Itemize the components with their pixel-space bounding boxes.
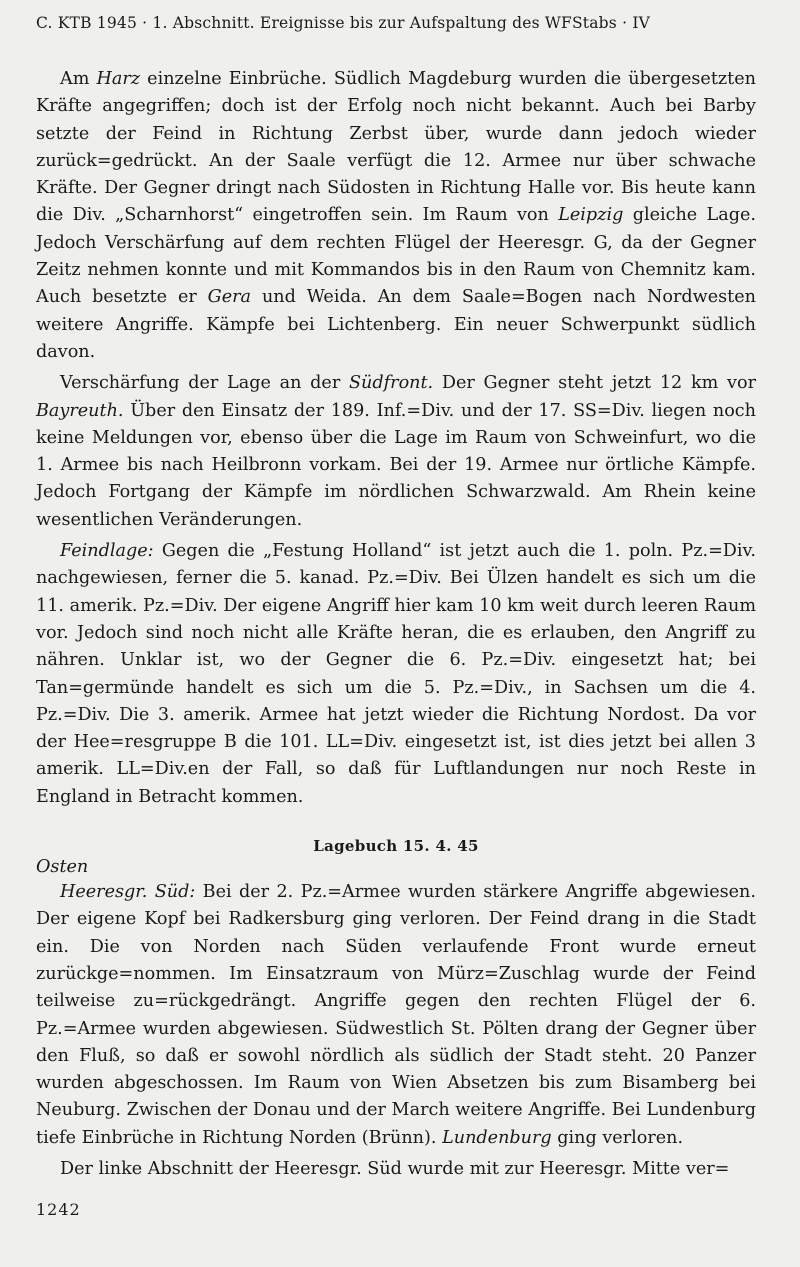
paragraph <box>36 370 756 534</box>
text-run: Der Gegner steht jetzt 12 km vor <box>433 373 756 394</box>
region-label: Osten <box>36 857 89 878</box>
text-run: Der linke Abschnitt der Heeresgr. Süd wurde mit zur Heeresgr. Mitte ver= <box>60 1158 730 1179</box>
italic-run: Bayreuth. <box>36 400 124 421</box>
italic-run: Feindlage: <box>60 541 154 562</box>
text-run: einzelne Einbrüche. Südlich Magdeburg wurden die übergesetzten Kräfte angegriffen; doch ist der Erfolg noch nicht bekannt. Auch bei Barby setzte der Feind in Richtung Zerbst über, wurde dann jedoch wieder zurück=gedrückt. An der Saale verfügt die 12. Armee nur über schwache Kräfte. Der Gegner dringt nach Südosten in Richtung Halle vor. Bis heute kann die Div. „Scharnhorst“ eingetroffen sein. Im Raum von <box>36 69 756 226</box>
text-run: und Weida. An dem Saale=Bogen nach Nordwesten weitere Angriffe. Kämpfe bei Lichtenberg. Ein neuer Schwerpunkt südlich davon. <box>36 287 756 362</box>
italic-run: Heeresgr. Süd: <box>60 882 196 903</box>
text-run: Bei der 2. Pz.=Armee wurden stärkere Angriffe abgewiesen. Der eigene Kopf bei Radkersburg ging verloren. Der Feind drang in die Stadt ein. Die von Norden nach Süden verlaufende Front wurde erneut zurückge=nommen. Im Einsatzraum von Mürz=Zuschlag wurde der Feind teilweise zu=rückgedrängt. Angriffe gegen den rechten Flügel der 6. Pz.=Armee wurden abgewiesen. Südwestlich St. Pölten drang der Gegner über den Fluß, so daß er sowohl nördlich als südlich der Stadt steht. 20 Panzer wurden abgeschossen. Im Raum von Wien Absetzen bis zum Bisamberg bei Neuburg. Zwischen der Donau und der March weitere Angriffe. Bei Lundenburg tiefe Einbrüche in Richtung Norden (Brünn). <box>36 882 756 1148</box>
paragraph <box>36 879 756 1152</box>
italic-run: Südfront. <box>349 373 434 394</box>
body-text-upper <box>36 66 756 811</box>
running-head: C. KTB 1945 · 1. Abschnitt. Ereignisse bis zur Aufspaltung des WFStabs · IV <box>36 14 651 32</box>
paragraph <box>36 66 756 366</box>
paragraph <box>36 1156 756 1183</box>
text-run: Gegen die „Festung Holland“ ist jetzt auch die 1. poln. Pz.=Div. nachgewiesen, ferner die 5. kanad. Pz.=Div. Bei Ülzen handelt es sich um die 11. amerik. Pz.=Div. Der eigene Angriff hier kam 10 km weit durch leeren Raum vor. Jedoch sind noch nicht alle Kräfte heran, die es erlauben, den Angriff zu nähren. Unklar ist, wo der Gegner die 6. Pz.=Div. eingesetzt hat; bei Tan=germünde handelt es sich um die 5. Pz.=Div., in Sachsen um die 4. Pz.=Div. Die 3. amerik. Armee hat jetzt wieder die Richtung Nordost. Da vor der Hee=resgruppe B die 101. LL=Div. eingesetzt ist, ist dies jetzt bei allen 3 amerik. LL=Div.en der Fall, so daß für Luftlandungen nur noch Reste in England in Betracht kommen. <box>36 541 756 807</box>
italic-run: Lundenburg <box>442 1127 552 1148</box>
paragraph <box>36 538 756 811</box>
italic-run: Harz <box>96 69 141 89</box>
text-run: Verschärfung der Lage an der <box>60 373 349 394</box>
italic-run: Gera <box>207 287 252 308</box>
section-title: Lagebuch 15. 4. 45 <box>313 837 479 856</box>
text-run: Über den Einsatz der 189. Inf.=Div. und der 17. SS=Div. liegen noch keine Meldungen vor, ebenso über die Lage im Raum von Schweinfurt, wo die 1. Armee bis nach Heilbronn vorkam. Bei der 19. Armee nur örtliche Kämpfe. Jedoch Fortgang der Kämpfe im nördlichen Schwarzwald. Am Rhein keine wesentlichen Veränderungen. <box>36 400 756 530</box>
italic-run: Leipzig <box>558 205 624 226</box>
body-text-lower <box>36 879 756 1183</box>
text-run: gleiche Lage. Jedoch Verschärfung auf dem rechten Flügel der Heeresgr. G, da der Gegner Zeitz nehmen konnte und mit Kommandos bis in den Raum von Chemnitz kam. Auch besetzte er <box>36 205 756 308</box>
text-run: Am <box>60 69 97 89</box>
page-number: 1242 <box>36 1200 81 1219</box>
text-run: ging verloren. <box>551 1127 684 1148</box>
